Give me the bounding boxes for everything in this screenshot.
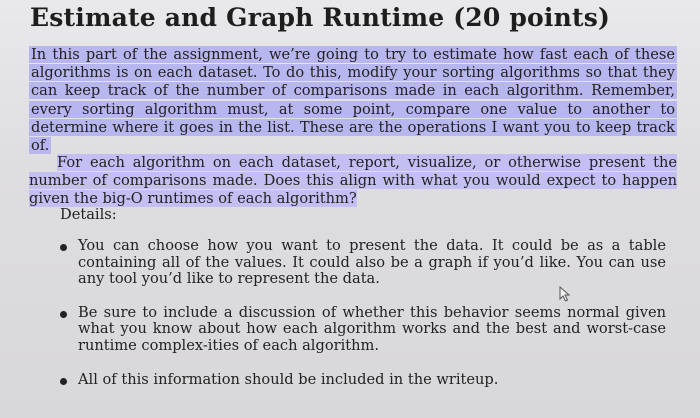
highlighted-text: For each algorithm on each dataset, report, visualize, or otherwise present the number of comparisons made. Does this align with what you would expect to happen given the big-O runtimes of each algorithm?	[29, 154, 677, 208]
mouse-cursor-icon	[558, 286, 572, 302]
paragraph-intro	[29, 46, 677, 155]
details-list	[60, 238, 666, 405]
list-item-text: All of this information should be included in the writeup.	[78, 370, 499, 388]
highlighted-text: In this part of the assignment, we’re going to try to estimate how fast each of these algorithms is on each dataset. To do this, modify your sorting algorithms so that they can keep track of the number of comparisons made in each algorithm. Remember, every sorting algorithm must, at some point, compare one value to another to determine where it goes in the list. These are the operations I want you to keep track of.	[31, 46, 675, 155]
list-item-text: Be sure to include a discussion of whether this behavior seems normal given what you know about how each algorithm works and the best and worst-case runtime complex-ities of each algorithm.	[78, 303, 666, 354]
details-label: Details:	[60, 206, 117, 223]
bullet-icon	[60, 378, 67, 385]
list-item	[60, 372, 666, 389]
list-item	[60, 238, 666, 288]
list-item-text: You can choose how you want to present the data. It could be as a table containing all of the values. It could also be a graph if you’d like. You can use any tool you’d like to represent the data.	[78, 237, 666, 288]
bullet-icon	[60, 244, 67, 251]
section-title: Estimate and Graph Runtime (20 points)	[30, 3, 611, 32]
list-item	[60, 305, 666, 355]
paragraph-task	[29, 154, 677, 209]
bullet-icon	[60, 311, 67, 318]
